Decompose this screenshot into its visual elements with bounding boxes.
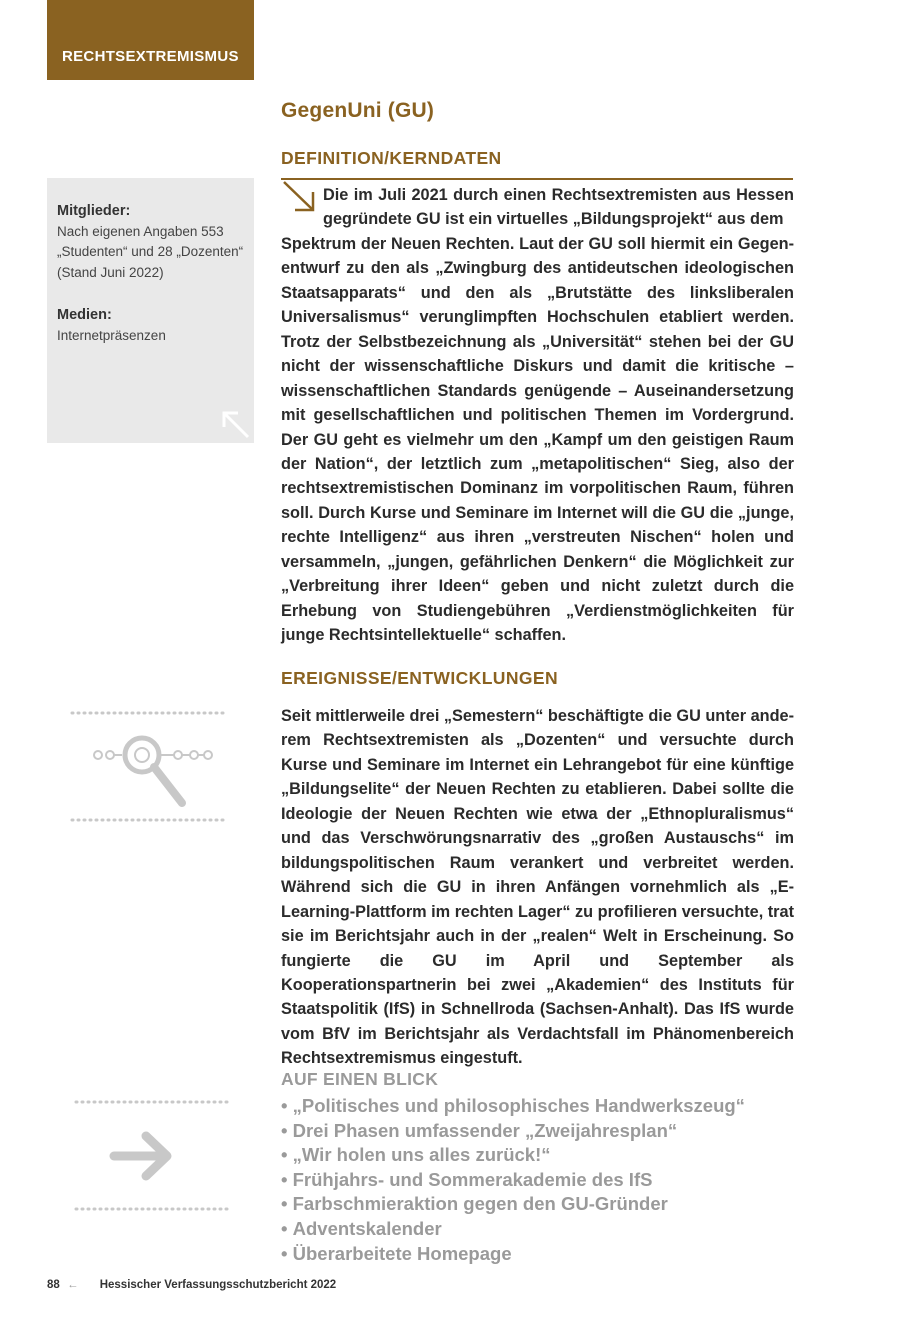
list-item: • Farbschmieraktion gegen den GU-Gründer bbox=[281, 1192, 745, 1217]
publication-title: Hessischer Verfassungsschutzbericht 2022 bbox=[99, 1279, 337, 1291]
media-block bbox=[57, 305, 244, 346]
page-footer bbox=[47, 1279, 336, 1291]
definition-body: Spektrum der Neuen Rechten. Laut der GU soll hiermit ein Gegenentwurf zu den als „Zwingburg des antideutschen ideologischen Staatsapparats“ und den als „Brutstätte des linksliberalen Universalismus“ verunglimpften Hochschulen etabliert werden. Trotz der Selbstbezeichnung als „Universität“ stehen bei der GU nicht der wissenschaftliche Diskurs und damit die kritische – wissenschaftlichen Standards genügende – Auseinandersetzung mit gesellschaftlichen und politischen Themen im Vordergrund. Der GU geht es vielmehr um den „Kampf um den geistigen Raum der Nation“, der letztlich zum „metapolitischen“ Sieg, also der rechtsextremistischen Dominanz im vorpolitischen Raum, führen soll. Durch Kurse und Seminare im Internet will die GU die „junge, rechte Intelligenz“ aus ihren „verstreuten Nischen“ holen und versammeln, „jungen, gefährlichen Denkern“ die Möglichkeit zur „Verbreitung ihrer Ideen“ geben und nicht zuletzt durch die Erhebung von Studiengebühren „Verdienstmöglichkeiten für junge Rechtsintellektuelle“ schaffen. bbox=[281, 234, 794, 645]
right-arrow-icon bbox=[74, 1096, 234, 1216]
list-item: • Drei Phasen umfassender „Zweijahresplan“ bbox=[281, 1119, 745, 1144]
members-line: (Stand Juni 2022) bbox=[57, 264, 164, 280]
definition-text bbox=[281, 183, 794, 648]
definition-lead: Die im Juli 2021 durch einen Rechtsextremisten aus Hessen gegründete GU ist ein virtuelles „Bildungsprojekt“ aus dem bbox=[323, 186, 794, 229]
at-a-glance-heading: AUF EINEN BLICK bbox=[281, 1069, 439, 1089]
back-arrow-icon: ← bbox=[67, 1279, 79, 1291]
section-tab: RECHTSEXTREMISMUS bbox=[47, 0, 254, 80]
definition-rule bbox=[281, 178, 793, 180]
members-line: „Studenten“ und 28 „Dozenten“ bbox=[57, 244, 244, 259]
at-a-glance-list bbox=[281, 1094, 745, 1266]
expand-arrow-icon bbox=[220, 409, 252, 441]
list-item: • „Wir holen uns alles zurück!“ bbox=[281, 1143, 745, 1168]
search-network-icon bbox=[70, 707, 230, 827]
members-line: Nach eigenen Angaben 553 bbox=[57, 223, 224, 239]
members-label: Mitglieder: bbox=[57, 203, 131, 219]
sidebar-infobox bbox=[47, 178, 254, 443]
events-text: Seit mittlerweile drei „Semestern“ beschäftigte die GU unter anderem Rechtsextremisten als „Dozenten“ und versuchte durch Kurse und Seminare im Internet ein Lehrangebot für eine künftige „Bildungselite“ der Neuen Rechten zu etablieren. Dabei sollte die Ideologie der Neuen Rechten wie etwa der „Ethnopluralismus“ und das Verschwörungsnarrativ des „großen Austauschs“ im bildungspolitischen Raum verankert und verbreitet werden. Während sich die GU in ihren Anfängen vornehmlich als „E-Learning-Plattform im rechten Lager“ zu profilieren versuchte, trat sie im Berichtsjahr auch in der „realen“ Welt in Erscheinung. So fungierte die GU im April und September als Kooperationspartnerin bei zwei „Akademien“ des Instituts für Staatspolitik (IfS) in Schnellroda (Sachsen-Anhalt). Das IfS wurde vom BfV im Berichtsjahr als Verdachtsfall im Phänomenbereich Rechtsextremismus eingestuft. bbox=[281, 707, 794, 1068]
members-block bbox=[57, 201, 244, 283]
definition-heading: DEFINITION/KERNDATEN bbox=[281, 148, 502, 168]
media-value: Internetpräsenzen bbox=[57, 327, 166, 343]
list-item: • Adventskalender bbox=[281, 1217, 745, 1242]
events-heading: EREIGNISSE/ENTWICKLUNGEN bbox=[281, 668, 558, 688]
list-item: • Überarbeitete Homepage bbox=[281, 1242, 745, 1267]
page-number: 88 bbox=[47, 1279, 60, 1291]
page-title: GegenUni (GU) bbox=[281, 99, 435, 122]
media-label: Medien: bbox=[57, 307, 112, 323]
list-item: • „Politisches und philosophisches Handwerkszeug“ bbox=[281, 1094, 745, 1119]
list-item: • Frühjahrs- und Sommerakademie des IfS bbox=[281, 1168, 745, 1193]
